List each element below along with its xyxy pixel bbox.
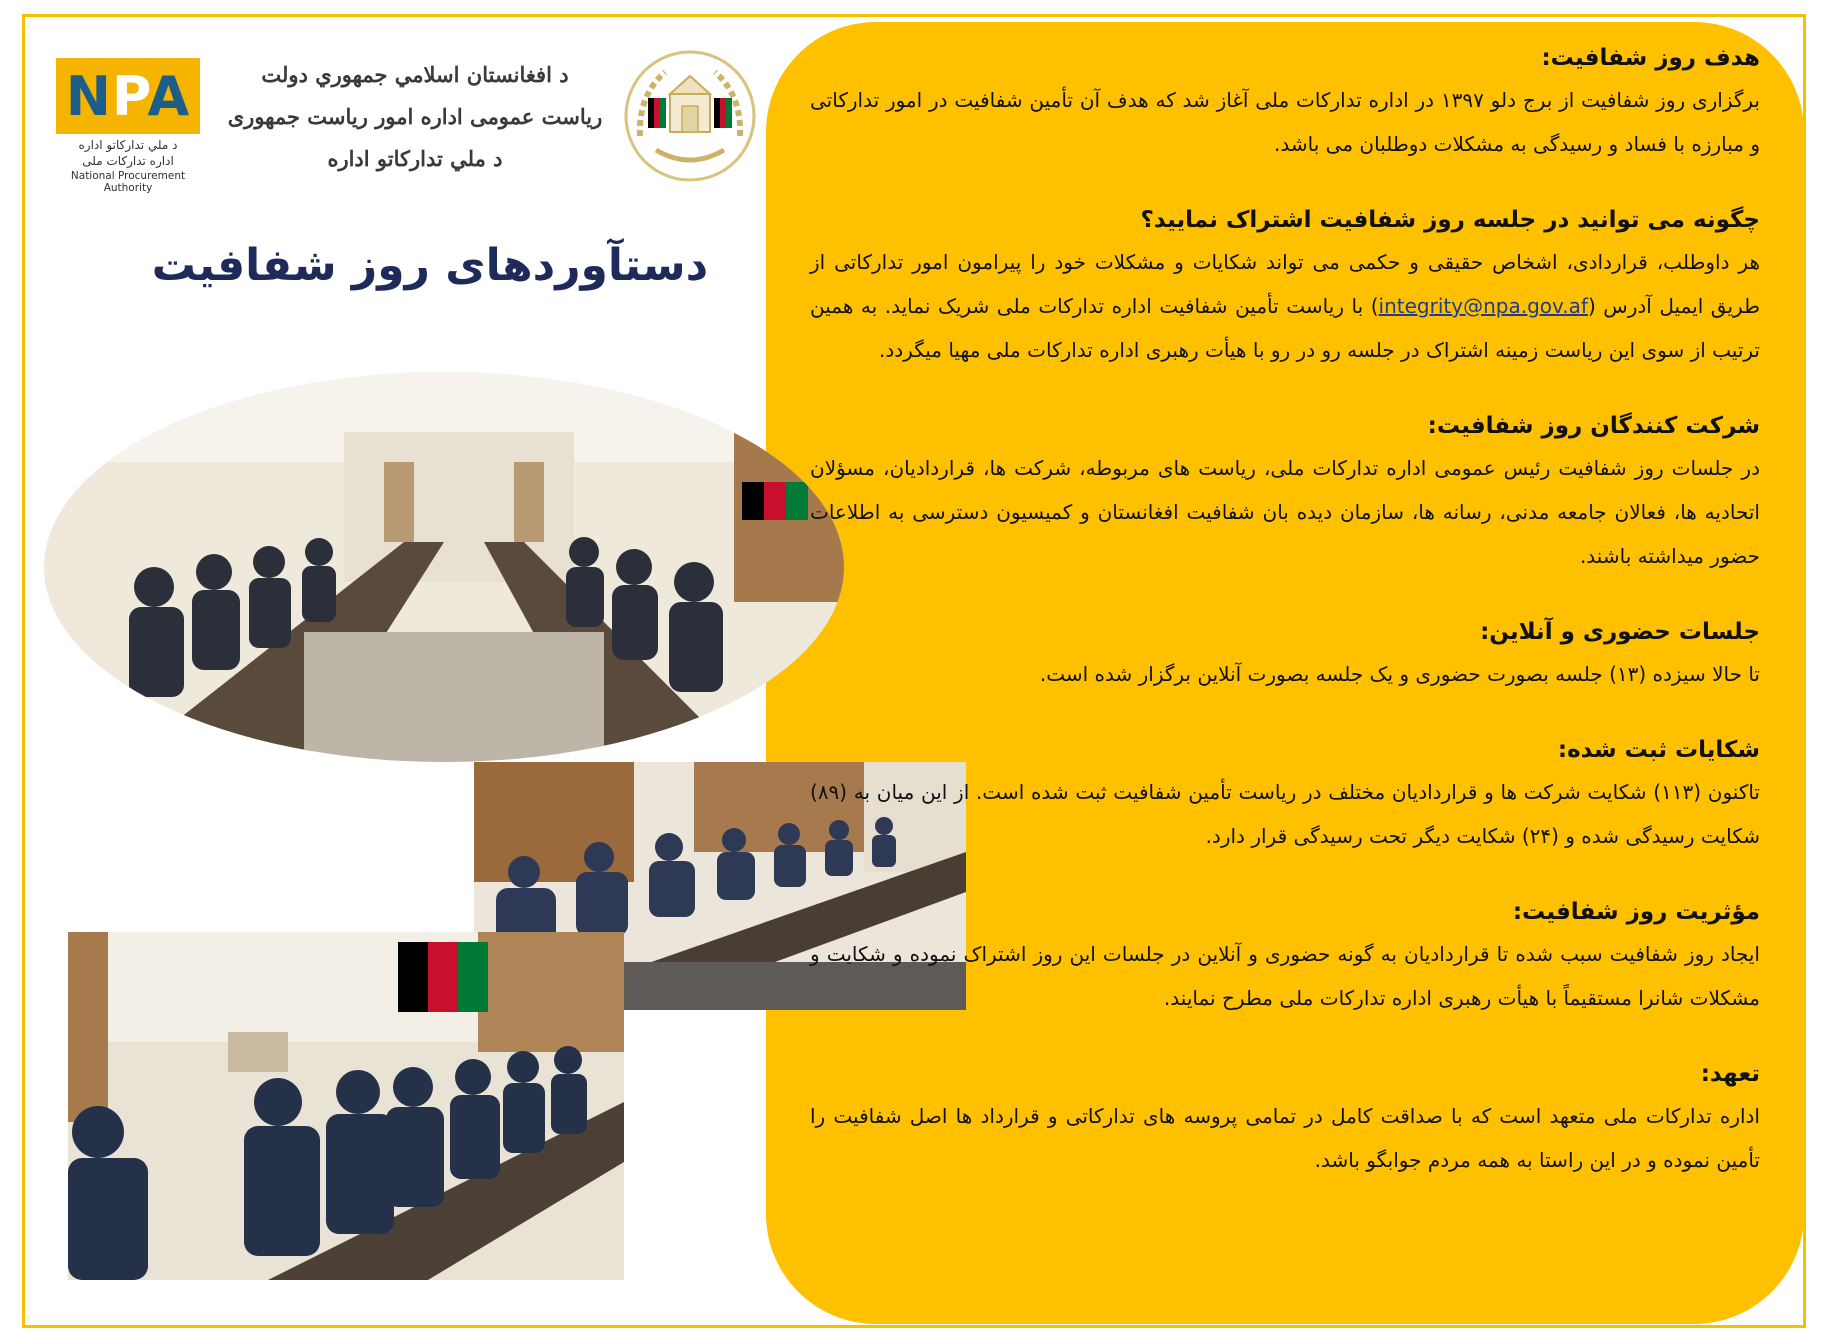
section-goal <box>810 38 1760 166</box>
gov-line-1: د افغانستان اسلامي جمهوري دولت <box>261 62 569 87</box>
section-sessions <box>810 612 1760 696</box>
participate-body-start: هر داوطلب، قراردادی، اشخاص حقیقی و حکمی می تواند شکایات و مشکلات خود را پیرامون امور تدارکاتی از طریق ایمیل آدرس ( <box>810 250 1760 318</box>
meeting-photo-bottom <box>68 932 624 1280</box>
npa-letter-p: P <box>111 64 148 128</box>
info-panel-content <box>810 38 1760 1182</box>
section-commitment <box>810 1054 1760 1182</box>
section-effectiveness <box>810 892 1760 1020</box>
section-sessions-heading: جلسات حضوری و آنلاین: <box>1480 619 1760 645</box>
gov-line-2: ریاست عمومی اداره امور ریاست جمهوری <box>227 104 603 129</box>
government-header <box>210 54 620 180</box>
npa-logo-pashto: د ملي تدارکاتو اداره <box>78 138 178 152</box>
section-goal-heading: هدف روز شفافیت: <box>1541 45 1760 71</box>
section-commitment-heading: تعهد: <box>1700 1061 1760 1087</box>
section-participate-body <box>810 240 1760 372</box>
section-sessions-body: تا حالا سیزده (۱۳) جلسه بصورت حضوری و یک جلسه بصورت آنلاین برگزار شده است. <box>1039 662 1760 686</box>
section-commitment-body: اداره تدارکات ملی متعهد است که با صداقت کامل در تمامی پروسه های تدارکاتی و قرارداد ها اصل شفافیت را تأمین نموده و در این راستا به همه مردم جوابگو باشد. <box>810 1104 1760 1172</box>
national-emblem-icon <box>620 46 760 186</box>
npa-logo-dari: اداره تدارکات ملی <box>82 154 174 168</box>
section-complaints-heading: شکایات ثبت شده: <box>1557 737 1760 763</box>
section-effectiveness-heading: مؤثریت روز شفافیت: <box>1512 899 1760 925</box>
npa-logo-english: National Procurement Authority <box>70 170 186 194</box>
section-participate-heading: چگونه می توانید در جلسه روز شفافیت اشتراک نمایید؟ <box>1140 207 1760 233</box>
section-participants-body: در جلسات روز شفافیت رئیس عمومی اداره تدارکات ملی، ریاست های مربوطه، شرکت ها، قراردادیان، مسؤلان اتحادیه ها، فعالان جامعه مدنی، رسانه ها، سازمان دیده بان شفافیت افغانستان و کمیسیون دسترسی به اطلاعات حضور میداشته باشند. <box>810 456 1760 568</box>
section-effectiveness-body: ایجاد روز شفافیت سبب شده تا قراردادیان به گونه حضوری و آنلاین در جلسات این روز اشتراک نموده و شکایت و مشکلات شانرا مستقیماً با هیأت رهبری اداره تدارکات ملی مطرح نمایند. <box>810 942 1760 1010</box>
page-title: دستآوردهای روز شفافیت <box>151 240 709 291</box>
npa-letter-a: A <box>147 64 191 128</box>
npa-letter-n: N <box>65 64 112 128</box>
section-goal-body: برگزاری روز شفافیت از برج دلو ۱۳۹۷ در اداره تدارکات ملی آغاز شد که هدف آن تأمین شفافیت در امور تدارکاتی و مبارزه با فساد و رسیدگی به مشکلات دوطلبان می باشد. <box>810 88 1760 156</box>
section-complaints-body: تاکنون (۱۱۳) شکایت شرکت ها و قراردادیان مختلف در ریاست تأمین شفافیت ثبت شده است. از این میان به (۸۹) شکایت رسیدگی شده و (۲۴) شکایت دیگر تحت رسیدگی قرار دارد. <box>810 780 1760 848</box>
npa-logo-box <box>56 58 200 134</box>
integrity-email-link[interactable]: integrity@npa.gov.af <box>1378 294 1588 318</box>
participate-body-end: ) با ریاست تأمین شفافیت اداره تدارکات ملی شریک نماید. به همین ترتیب از سوی این ریاست زمینه اشتراک در جلسه رو در رو با هیأت رهبری اداره تدارکات ملی مهیا میگردد. <box>810 294 1760 362</box>
meeting-photo-oval <box>44 372 844 762</box>
section-complaints <box>810 730 1760 858</box>
npa-logo <box>56 58 200 194</box>
section-participate <box>810 200 1760 372</box>
gov-line-3: د ملي تدارکاتو اداره <box>327 146 503 171</box>
section-participants <box>810 406 1760 578</box>
section-participants-heading: شرکت کنندگان روز شفافیت: <box>1427 413 1760 439</box>
npa-logo-letters <box>66 65 191 128</box>
